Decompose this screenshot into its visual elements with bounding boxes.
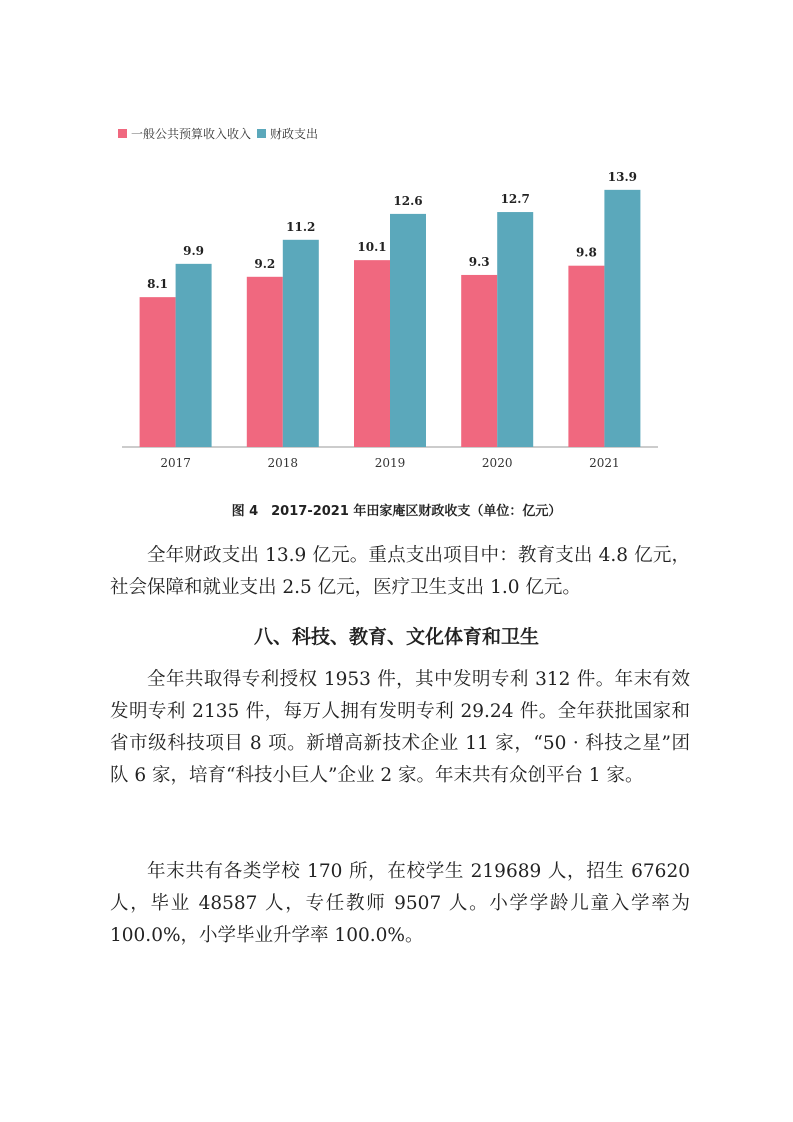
x-tick-label-2019: 2019 bbox=[374, 456, 406, 470]
bar-expenditure-2017 bbox=[176, 264, 212, 447]
data-label-revenue-2018: 9.2 bbox=[254, 256, 276, 271]
legend-label-revenue: 一般公共预算收入收入 bbox=[131, 127, 252, 141]
x-tick-label-2021: 2021 bbox=[589, 456, 620, 470]
bar-revenue-2017 bbox=[140, 297, 176, 447]
data-label-revenue-2021: 9.8 bbox=[575, 245, 597, 260]
bar-revenue-2019 bbox=[354, 260, 390, 447]
bar-expenditure-2019 bbox=[390, 214, 426, 447]
bar-revenue-2021 bbox=[568, 266, 604, 447]
legend-label-expenditure: 财政支出 bbox=[270, 127, 319, 141]
bar-revenue-2018 bbox=[247, 277, 283, 447]
bar-expenditure-2020 bbox=[497, 212, 533, 447]
figure-caption: 图 4 2017-2021 年田家庵区财政收支（单位：亿元） bbox=[231, 504, 562, 519]
bar-chart bbox=[0, 0, 793, 490]
bar-expenditure-2021 bbox=[604, 190, 640, 447]
paragraph-fiscal: 全年财政支出 13.9 亿元。重点支出项目中：教育支出 4.8 亿元，社会保障和就业支出 2.5 亿元，医疗卫生支出 1.0 亿元。 bbox=[110, 545, 690, 598]
data-label-revenue-2019: 10.1 bbox=[357, 240, 387, 255]
data-label-revenue-2020: 9.3 bbox=[468, 254, 490, 269]
data-label-expenditure-2020: 12.7 bbox=[500, 192, 530, 207]
x-tick-label-2020: 2020 bbox=[481, 456, 513, 470]
section-heading: 八、科技、教育、文化体育和卫生 bbox=[253, 626, 539, 648]
data-label-expenditure-2021: 13.9 bbox=[607, 169, 638, 184]
paragraph-technology: 全年共取得专利授权 1953 件，其中发明专利 312 件。年末有效发明专利 2135 件，每万人拥有发明专利 29.24 件。全年获批国家和省市级科技项目 8 项。新增高新技术企业 11 家，“50 · 科技之星”团队 6 家，培育“科技小巨人”企业 2 家。年末共有众创平台 1 家。 bbox=[110, 669, 690, 786]
data-label-expenditure-2019: 12.6 bbox=[393, 193, 423, 208]
data-label-revenue-2017: 8.1 bbox=[147, 277, 169, 292]
x-tick-label-2018: 2018 bbox=[267, 456, 299, 470]
paragraph-education: 年末共有各类学校 170 所，在校学生 219689 人，招生 67620 人，毕业 48587 人，专任教师 9507 人。小学学龄儿童入学率为 100.0%，小学毕业升学率 100.0%。 bbox=[110, 861, 690, 946]
data-label-expenditure-2018: 11.2 bbox=[286, 219, 316, 234]
bar-revenue-2020 bbox=[461, 275, 497, 447]
x-tick-label-2017: 2017 bbox=[160, 456, 191, 470]
bar-expenditure-2018 bbox=[283, 240, 319, 447]
data-label-expenditure-2017: 9.9 bbox=[183, 243, 205, 258]
